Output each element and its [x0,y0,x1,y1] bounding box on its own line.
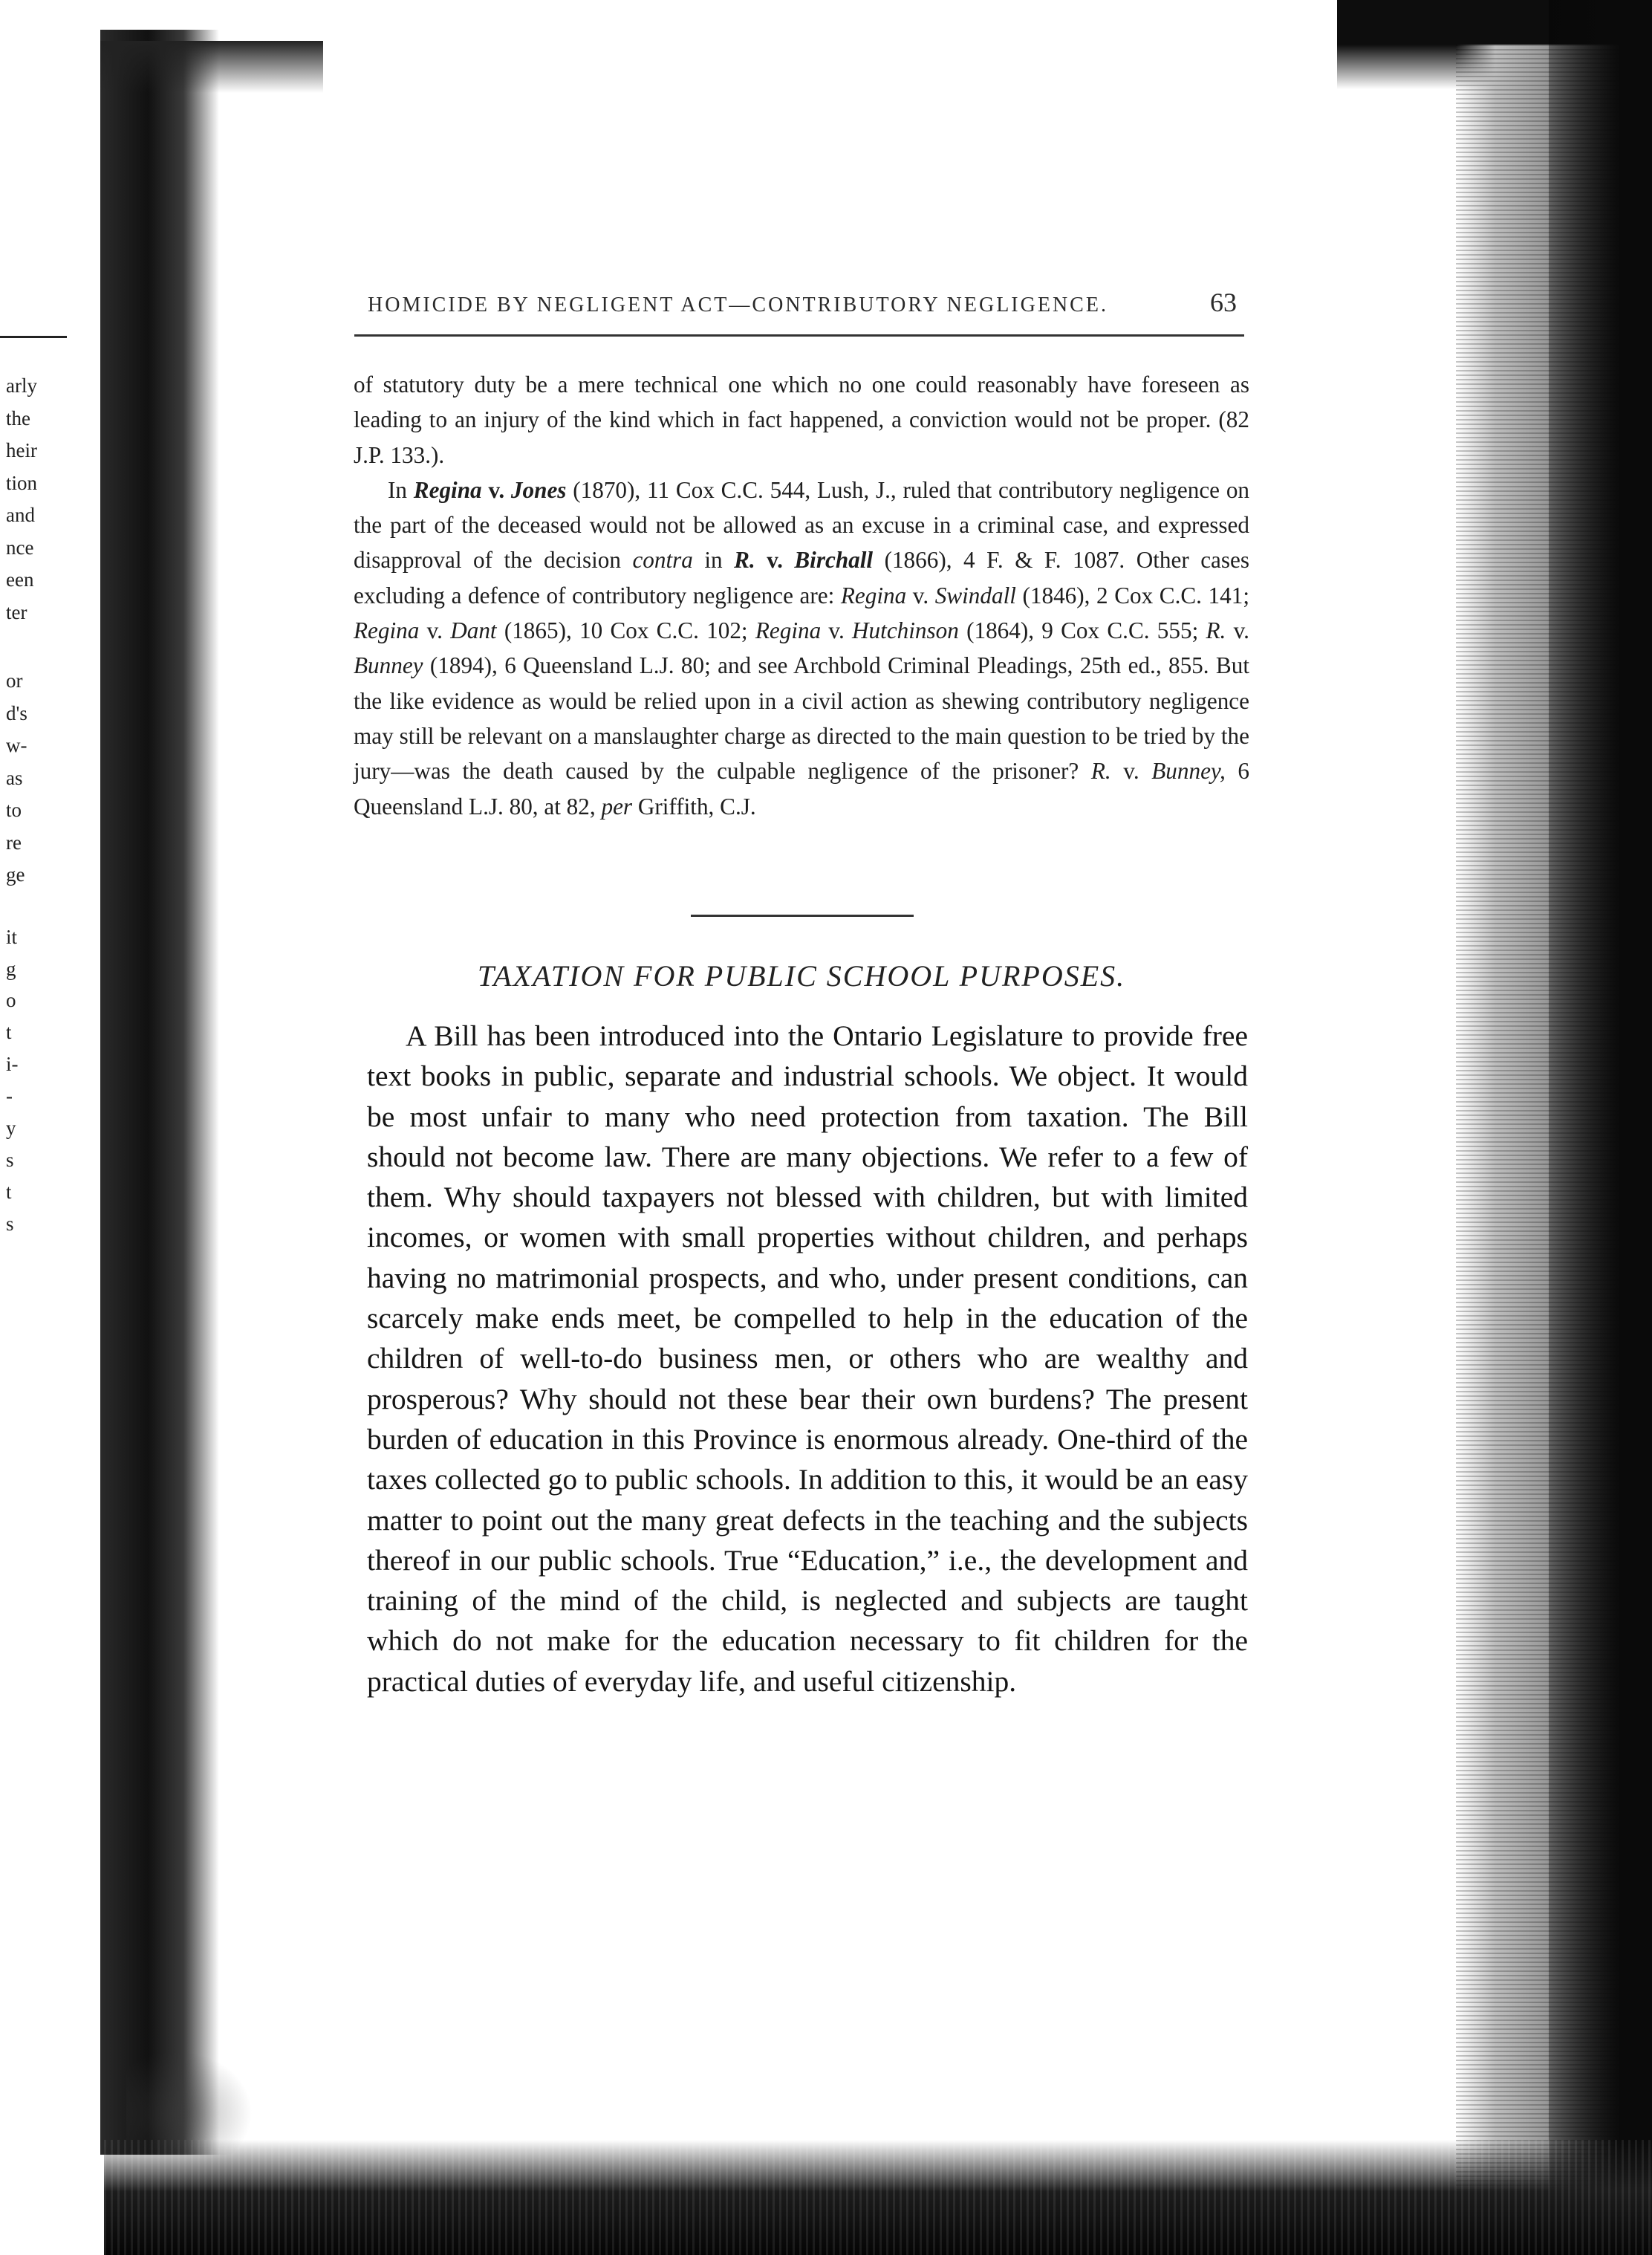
case-name: Regina [755,617,822,644]
running-head-title: HOMICIDE BY NEGLIGENT ACT—CONTRIBUTORY NEGLIGENCE. [368,293,1108,317]
text-run: (1846), 2 Cox C.C. 141; [1015,582,1250,609]
page-number: 63 [1210,288,1237,317]
case-name: Regina [354,617,420,644]
facing-page-fragment: the [6,407,30,429]
gutter-top-shadow [100,41,323,93]
case-name: R. [1090,758,1111,785]
case-name: Bunney [354,652,423,679]
case-name: Dant [450,617,497,644]
case-name: R. [1206,617,1226,644]
running-head [368,287,1237,318]
facing-page-margin [0,319,82,1434]
text-run: (1866), 4 F. & F. 1087. Other cases excluding a defence of contributory negligence are: [354,547,1250,609]
facing-page-fragment: nce [6,536,34,559]
facing-page-fragment: g [6,958,16,980]
facing-page-fragment: s [6,1213,14,1235]
article-title: TAXATION FOR PUBLIC SCHOOL PURPOSES. [477,959,1126,993]
case-name: Bunney, [1151,758,1226,785]
article-paragraph: A Bill has been introduced into the Ontario Legislature to provide free text books in public, separate and industrial schools. We object. It would be most unfair to many who need protection from taxation. The Bill should not become law. There are many objections. We refer to a few of them. Why should taxpayers not blessed with children, but with limited incomes, or women with small properties without children, and perhaps having no matrimonial prospects, and who, under present conditions, can scarcely make ends meet, be compelled to help in the education of the children of well-to-do business men, or others who are wealthy and prosperous? Why should not these bear their own burdens? The present burden of education in this Province is enormous already. One-third of the taxes collected go to public schools. In addition to this, it would be an easy matter to point out the many great defects in the teaching and the subjects thereof in our public schools. True “Education,” i.e., the development and training of the mind of the child, is neglected and subjects are taught which do not make for the education necessary to fit children for the practical duties of everyday life, and useful citizenship. [367,1019,1248,1698]
binding-gutter-shadow [100,30,219,2155]
continued-paragraph: of statutory duty be a mere technical one which no one could reasonably have foreseen as leading to an injury of the kind which in fact happened, a conviction would not be proper. (82 J.P. 133.). [354,371,1249,468]
facing-page-fragment: arly [6,374,37,397]
facing-page-fragment: ge [6,863,25,886]
text-run: v. [1226,617,1249,644]
facing-page-fragment: it [6,926,18,948]
case-name: Jones [510,476,567,503]
facing-page-fragment: o [6,989,16,1011]
facing-page-fragment: as [6,767,23,789]
text-run: Griffith, C.J. [632,793,756,820]
facing-page-fragment: w- [6,734,27,756]
cases-paragraph [354,473,1249,824]
text-run: 6 Queensland L.J. 80, at 82, [354,758,1249,820]
facing-page-fragment: to [6,799,22,821]
text-run: (1865), 10 Cox C.C. 102; [496,617,755,644]
text-run: v. [755,547,795,574]
facing-page-fragment: tion [6,472,38,494]
scan-right-border [1549,0,1652,2255]
case-name: Swindall [934,582,1016,609]
facing-page-fragment: - [6,1085,13,1107]
header-rule [354,334,1244,337]
case-name: Birchall [794,547,874,574]
text-run: in [692,547,735,574]
facing-page-fragment: or [6,669,23,692]
continued-article [354,367,1249,824]
text-run: (1894), 6 Queensland L.J. 80; and see Archbold Criminal Pleadings, 25th ed., 855. But the like evidence as would be relied upon in a civil action as shewing contributory negligence may still be relevant on a manslaughter charge as directed to the main question to be tried by the jury—was the death caused by the culpable negligence of the prisoner? [354,652,1249,785]
text-run: In [388,476,414,503]
text-run: v. [821,617,853,644]
text-run: (1864), 9 Cox C.C. 555; [958,617,1206,644]
case-name: R. [734,547,755,574]
text-run: v. [419,617,451,644]
article-body [367,1016,1248,1701]
facing-page-fragment: i- [6,1053,19,1075]
case-name: Hutchinson [852,617,959,644]
scan-smudge [126,2051,253,2155]
facing-page-fragment: ter [6,601,27,623]
latin-term: per [601,793,633,820]
case-name: Regina [413,476,482,503]
scan-bottom-border [104,2140,1652,2255]
facing-page-fragment: t [6,1181,12,1203]
section-divider [691,915,914,917]
text-run: v. [481,476,511,503]
text-run: v. [906,582,935,609]
text-run: (1870), 11 Cox C.C. 544, Lush, J., ruled that contributory negligence on the part of the deceased would not be allowed as an excuse in a criminal case, and expressed disapproval of the decision [354,476,1250,574]
facing-page-fragment: heir [6,439,37,461]
facing-page-fragment: re [6,831,22,854]
case-name: Regina [840,582,907,609]
facing-page-fragment: d's [6,702,27,724]
facing-page-fragment: and [6,504,35,526]
facing-page-fragment: y [6,1117,16,1139]
latin-term: contra [632,547,693,574]
facing-page-fragment: t [6,1021,12,1043]
text-run: v. [1110,758,1152,785]
facing-page-fragment: s [6,1149,14,1171]
facing-page-fragment: een [6,568,34,591]
